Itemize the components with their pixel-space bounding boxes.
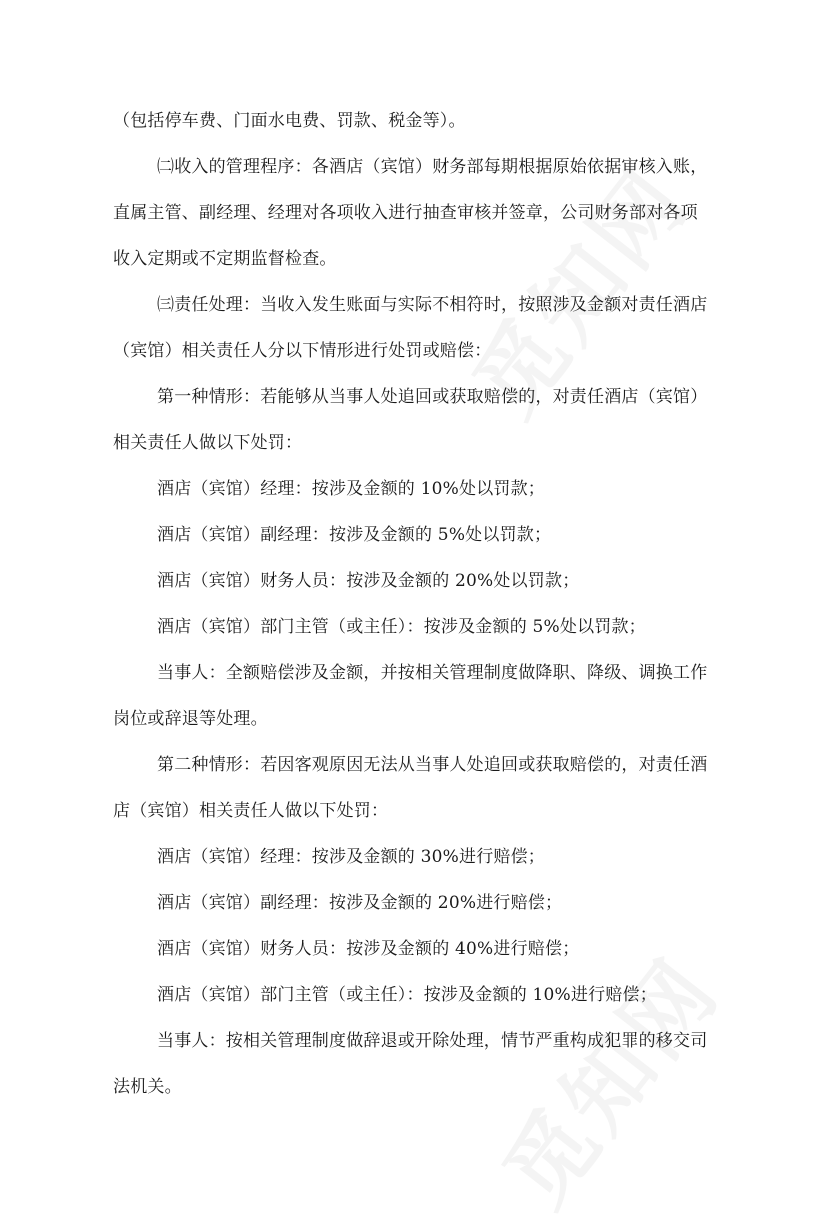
text-line: 直属主管、副经理、经理对各项收入进行抽查审核并签章，公司财务部对各项: [113, 203, 698, 223]
text-line: 第二种情形：若因客观原因无法从当事人处追回或获取赔偿的，对责任酒: [157, 755, 708, 775]
text-line: 酒店（宾馆）部门主管（或主任）：按涉及金额的 10%进行赔偿；: [157, 985, 657, 1005]
text-line: 酒店（宾馆）财务人员：按涉及金额的 40%进行赔偿；: [157, 939, 580, 959]
text-line: 法机关。: [113, 1077, 182, 1097]
text-line: 岗位或辞退等处理。: [113, 709, 268, 729]
text-line: （包括停车费、门面水电费、罚款、税金等）。: [113, 111, 466, 131]
text-line: 当事人：按相关管理制度做辞退或开除处理，情节严重构成犯罪的移交司: [157, 1031, 708, 1051]
text-line: 酒店（宾馆）副经理：按涉及金额的 20%进行赔偿；: [157, 893, 563, 913]
text-line: 第一种情形：若能够从当事人处追回或获取赔偿的，对责任酒店（宾馆）: [157, 387, 708, 407]
text-line: ㈢责任处理：当收入发生账面与实际不相符时，按照涉及金额对责任酒店: [157, 295, 708, 315]
text-line: 收入定期或不定期监督检查。: [113, 249, 337, 269]
text-line: 酒店（宾馆）经理：按涉及金额的 30%进行赔偿；: [157, 847, 545, 867]
document-body: [113, 98, 707, 1110]
text-line: 当事人：全额赔偿涉及金额，并按相关管理制度做降职、降级、调换工作: [157, 663, 708, 683]
text-line: 酒店（宾馆）副经理：按涉及金额的 5%处以罚款；: [157, 525, 552, 545]
text-line: 酒店（宾馆）经理：按涉及金额的 10%处以罚款；: [157, 479, 545, 499]
text-line: 店（宾馆）相关责任人做以下处罚：: [113, 801, 389, 821]
text-line: 酒店（宾馆）财务人员：按涉及金额的 20%处以罚款；: [157, 571, 580, 591]
text-line: 相关责任人做以下处罚：: [113, 433, 303, 453]
text-line: 酒店（宾馆）部门主管（或主任）：按涉及金额的 5%处以罚款；: [157, 617, 646, 637]
text-line: ㈡收入的管理程序：各酒店（宾馆）财务部每期根据原始依据审核入账，: [157, 157, 708, 177]
text-line: （宾馆）相关责任人分以下情形进行处罚或赔偿：: [113, 341, 492, 361]
